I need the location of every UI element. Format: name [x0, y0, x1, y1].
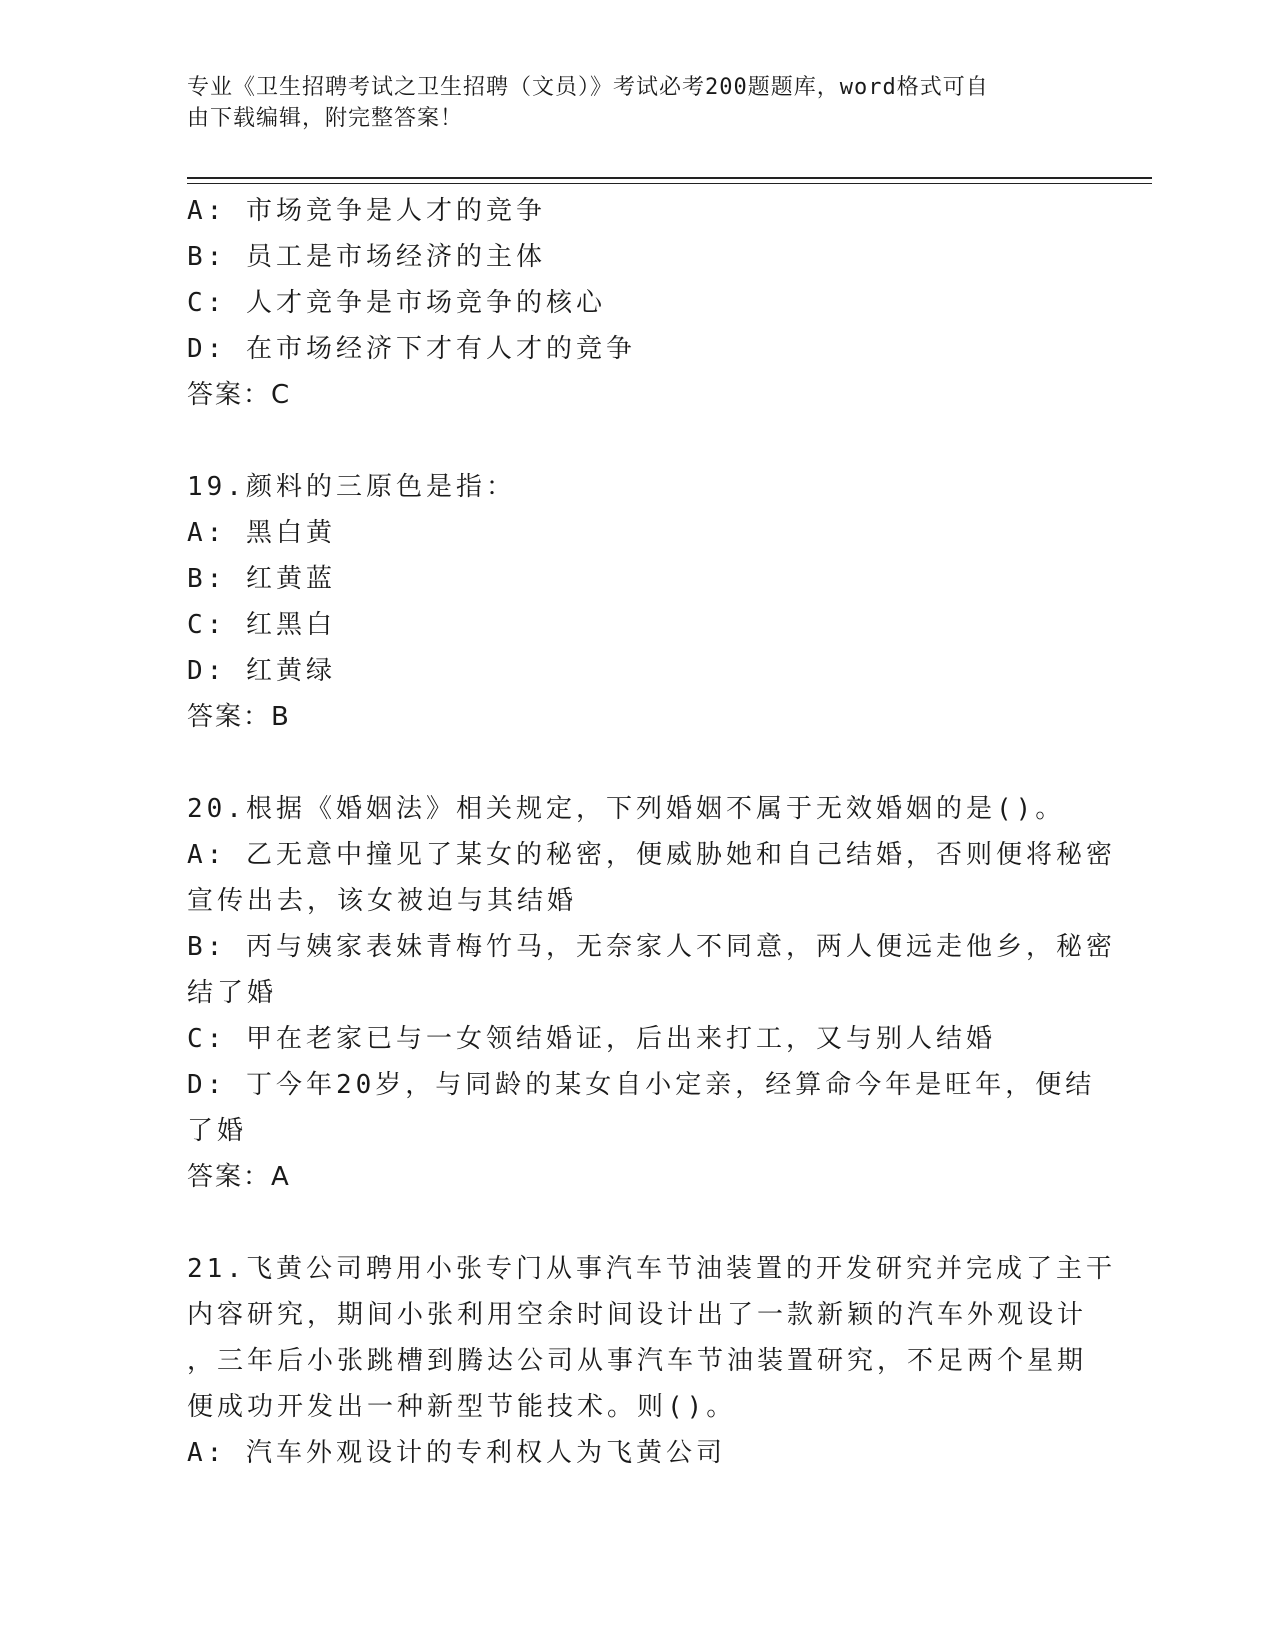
q19-option-c: C: 红黑白: [187, 610, 336, 640]
header-divider-thin: [187, 183, 1152, 184]
q19-option-d: D: 红黄绿: [187, 656, 336, 686]
q20-answer: 答案：A: [187, 1162, 291, 1192]
q21-option-a: A: 汽车外观设计的专利权人为飞黄公司: [187, 1438, 726, 1468]
header-line-1: 专业《卫生招聘考试之卫生招聘（文员）》考试必考200题题库，word格式可自: [187, 75, 989, 100]
q21-question-line-2: 内容研究，期间小张利用空余时间设计出了一款新颖的汽车外观设计: [187, 1300, 1088, 1330]
q20-option-a-line-1: A: 乙无意中撞见了某女的秘密，便威胁她和自己结婚，否则便将秘密: [187, 840, 1116, 870]
q18-option-a: A: 市场竞争是人才的竞争: [187, 196, 546, 226]
q20-option-d-line-2: 了婚: [187, 1116, 248, 1146]
q21-question-line-1: 21.飞黄公司聘用小张专门从事汽车节油装置的开发研究并完成了主干: [187, 1254, 1116, 1284]
q20-question: 20.根据《婚姻法》相关规定，下列婚姻不属于无效婚姻的是()。: [187, 794, 1066, 824]
question-content: [187, 188, 1116, 1476]
header-line-2: 由下载编辑，附完整答案！: [187, 106, 464, 131]
spacer: [187, 740, 1087, 786]
document-header: [187, 72, 1067, 134]
q18-option-b: B: 员工是市场经济的主体: [187, 242, 546, 272]
q20-option-a-line-2: 宣传出去，该女被迫与其结婚: [187, 886, 578, 916]
spacer: [187, 418, 1087, 464]
q18-answer: 答案：C: [187, 380, 292, 410]
question-19-block: [187, 464, 1087, 740]
q19-question: 19.颜料的三原色是指：: [187, 472, 516, 502]
question-18-block: [187, 188, 1087, 418]
header-divider-thick: [187, 177, 1152, 179]
spacer: [187, 1200, 1087, 1246]
q20-option-d-line-1: D: 丁今年20岁，与同龄的某女自小定亲，经算命今年是旺年，便结: [187, 1070, 1096, 1100]
q18-option-d: D: 在市场经济下才有人才的竞争: [187, 334, 636, 364]
q21-question-line-3: ，三年后小张跳槽到腾达公司从事汽车节油装置研究，不足两个星期: [187, 1346, 1088, 1376]
q19-option-a: A: 黑白黄: [187, 518, 336, 548]
q21-question-line-4: 便成功开发出一种新型节能技术。则()。: [187, 1392, 737, 1422]
question-21-block: [187, 1246, 1116, 1476]
q19-option-b: B: 红黄蓝: [187, 564, 336, 594]
q20-option-b-line-2: 结了婚: [187, 978, 278, 1008]
question-20-block: [187, 786, 1116, 1200]
q20-option-c: C: 甲在老家已与一女领结婚证，后出来打工，又与别人结婚: [187, 1024, 996, 1054]
q18-option-c: C: 人才竞争是市场竞争的核心: [187, 288, 606, 318]
q20-option-b-line-1: B: 丙与姨家表妹青梅竹马，无奈家人不同意，两人便远走他乡，秘密: [187, 932, 1116, 962]
q19-answer: 答案：B: [187, 702, 291, 732]
